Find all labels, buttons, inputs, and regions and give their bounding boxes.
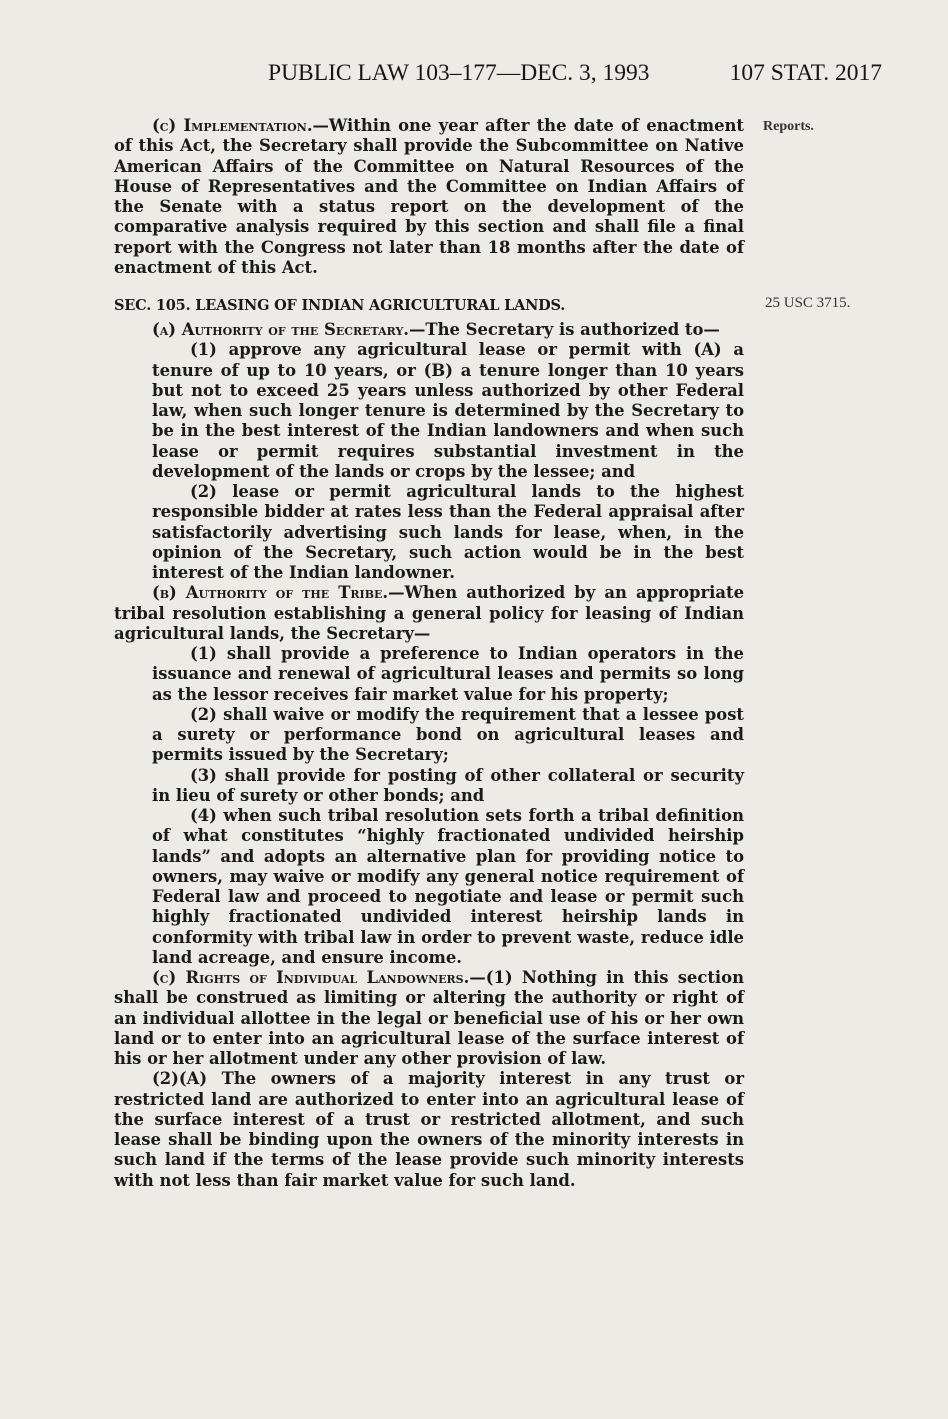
paragraph-text: (1) shall provide a preference to Indian operators in the issuance and renewal of agricultural leases and permits so long as the lessor receives fair market value for his property;	[152, 644, 744, 704]
margin-note-usc: 25 USC 3715.	[765, 295, 851, 311]
paragraph-b	[114, 583, 744, 644]
paragraph-a	[114, 320, 744, 340]
running-header	[0, 60, 948, 100]
margin-note-reports: Reports.	[763, 119, 814, 134]
paragraph-text: —The Secretary is authorized to—	[409, 320, 720, 339]
subsection-heading: (b) Authority of the Tribe.	[152, 583, 389, 603]
paragraph-text: —When authorized by an appropriate tribal resolution establishing a general policy for leasing of Indian agricultural lands, the Secretary—	[114, 583, 744, 643]
section-heading: SEC. 105. LEASING OF INDIAN AGRICULTURAL LANDS.	[114, 297, 566, 314]
subsection-heading: (a) Authority of the Secretary.	[152, 320, 410, 339]
paragraph-text: —Within one year after the date of enactment of this Act, the Secretary shall provide the Subcommittee on Native American Affairs of the Committee on Natural Resources of the House of Representatives and the Committee on Indian Affairs of the Senate with a status report on the development of the comparative analysis required by this section and shall file a final report with the Congress not later than 18 months after the date of enactment of this Act.	[114, 116, 744, 277]
header-title: PUBLIC LAW 103–177—DEC. 3, 1993	[268, 60, 650, 86]
header-stat-page: 107 STAT. 2017	[729, 60, 882, 86]
paragraph-text: (1) approve any agricultural lease or permit with (A) a tenure of up to 10 years, or (B) a tenure longer than 10 years but not to exceed 25 years unless authorized by other Federal law, when such longer tenure is determined by the Secretary to be in the best interest of the Indian landowners and when such lease or permit requires substantial investment in the development of the lands or crops by the lessee; and	[152, 340, 744, 481]
paragraph-c-implementation	[114, 116, 744, 278]
body-text	[114, 116, 744, 1191]
paragraph-c-rights	[114, 968, 744, 1069]
paragraph-b1	[114, 644, 744, 705]
subsection-heading: (c) Rights of Individual Landowners.	[152, 968, 470, 987]
paragraph-text: (2) shall waive or modify the requirement that a lessee post a surety or performance bond on agricultural leases and permits issued by the Secretary;	[152, 704, 744, 765]
paragraph-b4	[114, 806, 744, 968]
paragraph-c2a	[114, 1069, 744, 1191]
paragraph-text: (2)(A) The owners of a majority interest in any trust or restricted land are authorized to enter into an agricultural lease of the surface interest of a trust or restricted allotment, and such lease shall be binding upon the owners of the minority interests in such land if the terms of the lease provide such minority interests with not less than fair market value for such land.	[114, 1069, 744, 1190]
paragraph-text: (4) when such tribal resolution sets forth a tribal definition of what constitutes “highly fractionated undivided heirship lands” and adopts an alternative plan for providing notice to owners, may waive or modify any general notice requirement of Federal law and proceed to negotiate and lease or permit such highly fractionated undivided interest heirship lands in conformity with tribal law in order to prevent waste, reduce idle land acreage, and ensure income.	[152, 806, 744, 967]
paragraph-b2	[114, 705, 744, 766]
paragraph-text: —(1) Nothing in this section shall be construed as limiting or altering the authority or right of an individual allottee in the legal or beneficial use of his or her own land or to enter into an agricultural lease of the surface interest of his or her allotment under any other provision of law.	[114, 968, 744, 1068]
paragraph-a2	[114, 482, 744, 583]
paragraph-text: (3) shall provide for posting of other collateral or security in lieu of surety or other bonds; and	[152, 765, 744, 805]
paragraph-b3	[114, 766, 744, 807]
subsection-heading: (c) Implementation.	[152, 116, 313, 135]
paragraph-a1	[114, 340, 744, 482]
paragraph-text: (2) lease or permit agricultural lands to the highest responsible bidder at rates less than the Federal appraisal after satisfactorily advertising such lands for lease, when, in the opinion of the Secretary, such action would be in the best interest of the Indian landowner.	[152, 482, 744, 582]
